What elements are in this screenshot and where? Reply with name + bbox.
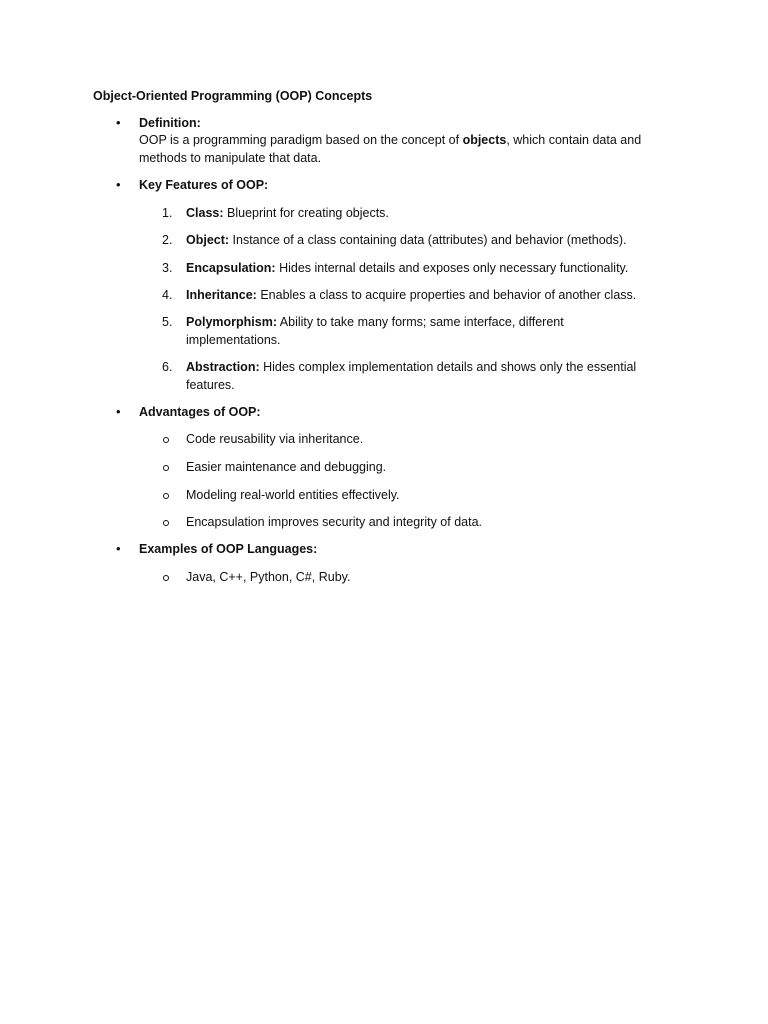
list-item-inheritance [186,286,706,304]
advantage-item: Code reusability via inheritance. [186,432,364,446]
definition-text-part: OOP is a programming paradigm based on the concept of [139,133,463,147]
bullet-icon: • [116,115,121,130]
feature-desc: Ability to take many forms; same interface, different implementations. [186,315,564,347]
advantage-item: Easier maintenance and debugging. [186,460,387,474]
list-item-object [186,231,706,249]
list-number: 2. [162,233,173,247]
hollow-circle-bullet-icon [163,520,169,526]
feature-term: Encapsulation: [186,261,276,275]
section-heading-advantages: Advantages of OOP: [139,405,261,419]
list-item-encapsulation [186,259,706,277]
hollow-circle-bullet-icon [163,465,169,471]
hollow-circle-bullet-icon [163,493,169,499]
example-item: Java, C++, Python, C#, Ruby. [186,570,351,584]
document-title: Object-Oriented Programming (OOP) Concepts [93,89,373,103]
feature-desc: Enables a class to acquire properties and behavior of another class. [256,288,637,302]
hollow-circle-bullet-icon [163,437,169,443]
list-item-polymorphism [186,313,606,349]
feature-term: Object: [186,233,230,247]
definition-text-part: , which contain data and methods to manipulate that data. [139,133,642,165]
advantage-item: Encapsulation improves security and integrity of data. [186,515,482,529]
feature-desc: Instance of a class containing data (attributes) and behavior (methods). [229,233,627,247]
advantage-item: Modeling real-world entities effectively. [186,488,400,502]
section-heading-examples: Examples of OOP Languages: [139,542,318,556]
definition-bold-term: objects [462,133,507,147]
bullet-icon: • [116,177,121,192]
list-item-abstraction [186,358,666,394]
section-heading-key-features: Key Features of OOP: [139,178,269,192]
list-number: 4. [162,288,173,302]
feature-term: Abstraction: [186,360,260,374]
bullet-icon: • [116,541,121,556]
feature-desc: Hides complex implementation details and shows only the essential features. [186,360,637,392]
hollow-circle-bullet-icon [163,575,169,581]
list-number: 1. [162,206,173,220]
list-number: 3. [162,261,173,275]
list-number: 5. [162,315,173,329]
section-heading-definition: Definition: [139,116,201,130]
definition-text [139,131,669,167]
bullet-icon: • [116,404,121,419]
list-number: 6. [162,360,173,374]
feature-desc: Blueprint for creating objects. [223,206,389,220]
feature-term: Class: [186,206,224,220]
feature-term: Inheritance: [186,288,257,302]
feature-term: Polymorphism: [186,315,277,329]
feature-desc: Hides internal details and exposes only necessary functionality. [275,261,629,275]
list-item-class [186,204,666,222]
